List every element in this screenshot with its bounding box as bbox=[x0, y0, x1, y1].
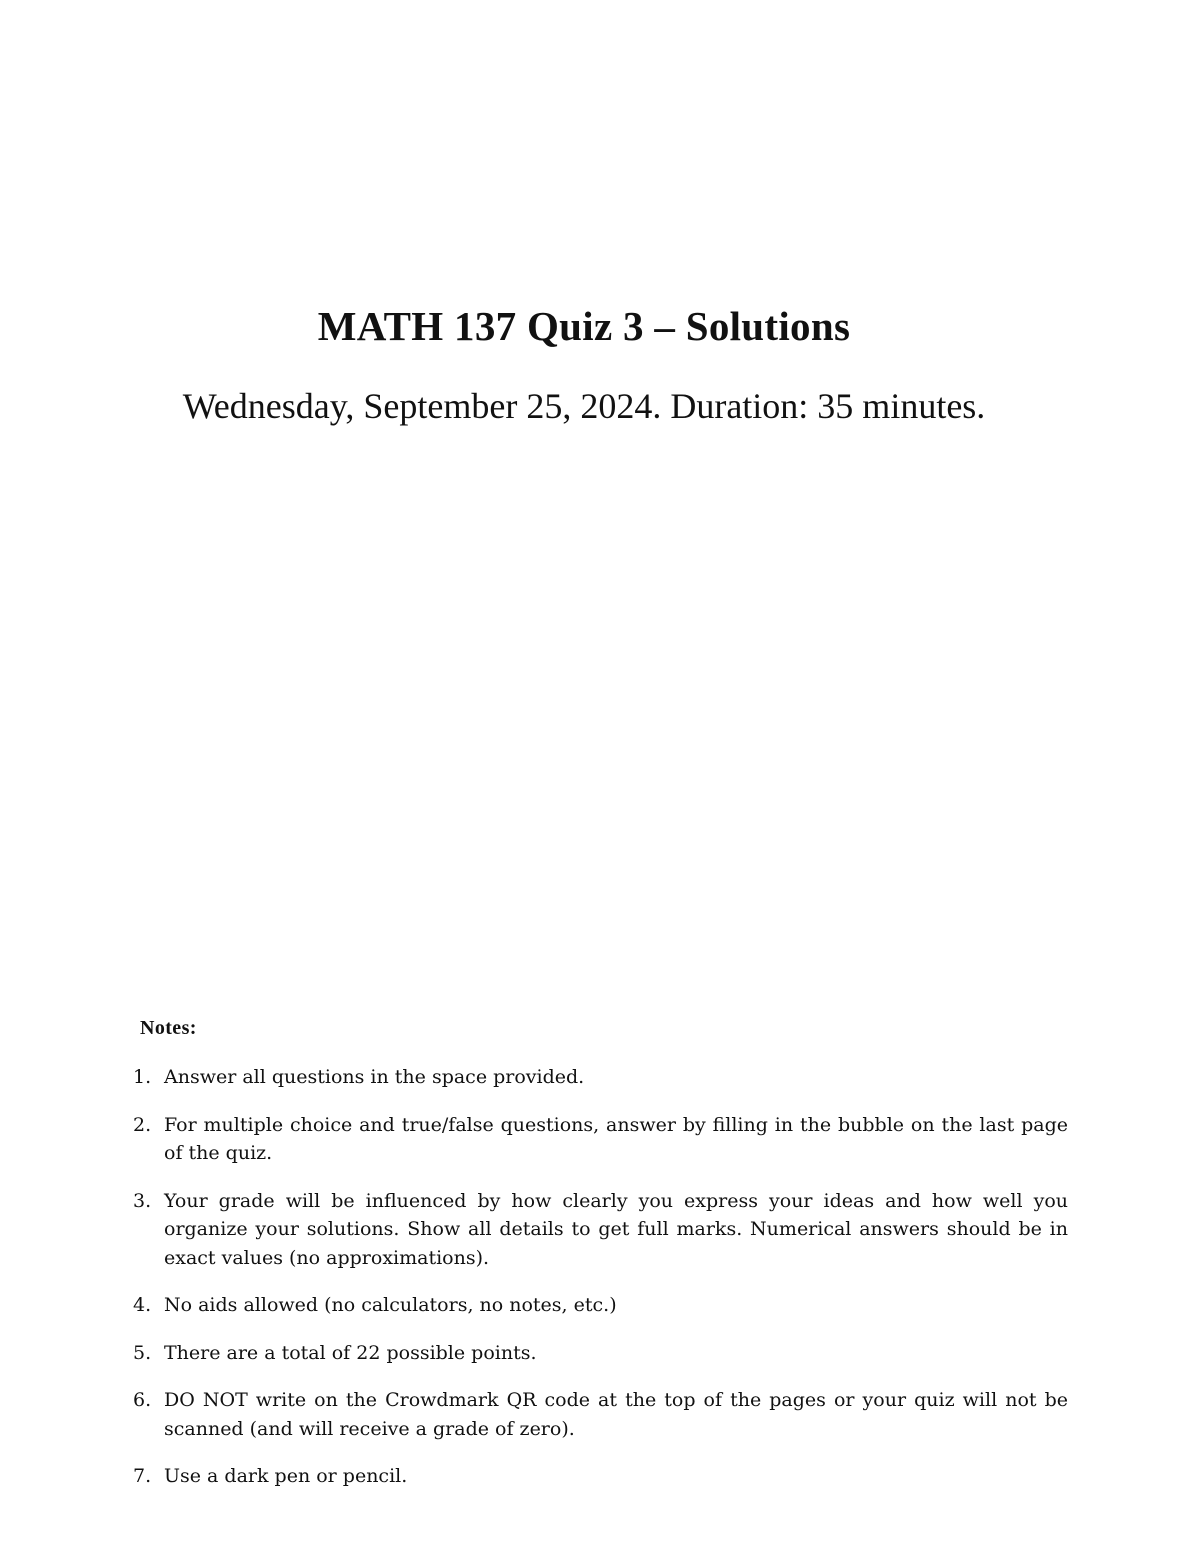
note-item bbox=[133, 1063, 1068, 1092]
note-item bbox=[133, 1462, 1068, 1491]
note-item bbox=[133, 1339, 1068, 1368]
note-number: 3. bbox=[133, 1189, 152, 1212]
notes-list bbox=[133, 1063, 1068, 1510]
note-text: For multiple choice and true/false questions, answer by filling in the bubble on the last page of the quiz. bbox=[164, 1113, 1068, 1164]
note-text: DO NOT write on the Crowdmark QR code at the top of the pages or your quiz will not be scanned (and will receive a grade of zero). bbox=[164, 1389, 1068, 1440]
note-text: There are a total of 22 possible points. bbox=[164, 1341, 537, 1364]
document-title: MATH 137 Quiz 3 – Solutions bbox=[317, 303, 851, 349]
note-item bbox=[133, 1187, 1068, 1273]
note-number: 5. bbox=[133, 1341, 152, 1364]
note-text: Answer all questions in the space provided. bbox=[164, 1066, 585, 1088]
note-item bbox=[133, 1291, 1068, 1320]
note-item bbox=[133, 1386, 1068, 1443]
document-subtitle: Wednesday, September 25, 2024. Duration: 35 minutes. bbox=[182, 386, 986, 426]
note-item bbox=[133, 1111, 1068, 1168]
note-number: 7. bbox=[133, 1465, 152, 1487]
note-number: 4. bbox=[133, 1294, 152, 1316]
note-number: 6. bbox=[133, 1389, 152, 1411]
notes-heading: Notes: bbox=[140, 1017, 197, 1039]
note-text: No aids allowed (no calculators, no notes, etc.) bbox=[164, 1294, 617, 1316]
note-number: 2. bbox=[133, 1113, 152, 1136]
note-text: Use a dark pen or pencil. bbox=[164, 1465, 408, 1487]
note-text: Your grade will be influenced by how clearly you express your ideas and how well you organize your solutions. Show all details to get full marks. Numerical answers should be in exact values (no approximations). bbox=[164, 1189, 1068, 1269]
note-number: 1. bbox=[133, 1066, 152, 1088]
